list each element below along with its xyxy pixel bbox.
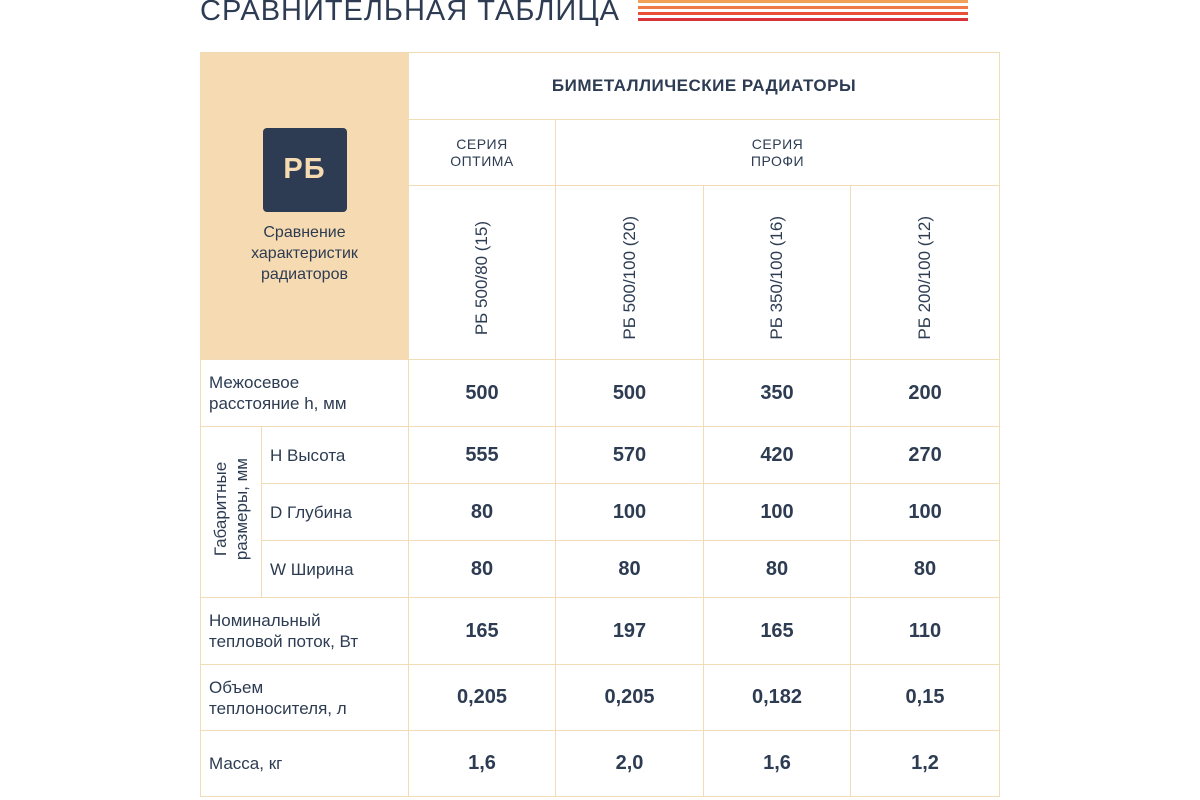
table-header-row <box>201 53 1000 120</box>
value-cell: 0,182 <box>704 665 851 731</box>
table-row-heat-flow <box>201 598 1000 665</box>
page-title: СРАВНИТЕЛЬНАЯ ТАБЛИЦА <box>200 0 621 27</box>
row-label-line: расстояние h, мм <box>209 394 347 413</box>
corner-description-line: характеристик <box>251 244 358 262</box>
value-cell: 0,205 <box>409 665 556 731</box>
value-cell: 100 <box>556 484 704 541</box>
dimensions-group-line: размеры, мм <box>232 458 251 561</box>
table-row-height <box>201 427 1000 484</box>
dimensions-group-label <box>201 427 262 598</box>
value-cell: 2,0 <box>556 731 704 797</box>
series-profi <box>556 120 1000 186</box>
model-name: РБ 350/100 (16) <box>767 216 786 340</box>
corner-description-line: Сравнение <box>263 223 346 241</box>
row-label <box>201 360 409 427</box>
series-line: СЕРИЯ <box>456 135 508 152</box>
model-cell <box>556 186 704 360</box>
value-cell: 100 <box>704 484 851 541</box>
dimensions-group-text <box>210 458 252 560</box>
value-cell: 570 <box>556 427 704 484</box>
rb-logo <box>263 128 347 212</box>
value-cell: 0,15 <box>851 665 1000 731</box>
value-cell: 165 <box>409 598 556 665</box>
value-cell: 0,205 <box>556 665 704 731</box>
row-label: D Глубина <box>262 484 409 541</box>
value-cell: 80 <box>851 541 1000 598</box>
value-cell: 1,6 <box>704 731 851 797</box>
table-row-coolant-volume <box>201 665 1000 731</box>
model-cell <box>851 186 1000 360</box>
decorative-stripes <box>638 0 968 22</box>
stripe <box>638 18 968 21</box>
value-cell: 1,6 <box>409 731 556 797</box>
value-cell: 200 <box>851 360 1000 427</box>
series-optima <box>409 120 556 186</box>
model-cell <box>409 186 556 360</box>
row-label <box>201 665 409 731</box>
table-row-width <box>201 541 1000 598</box>
value-cell: 350 <box>704 360 851 427</box>
row-label: H Высота <box>262 427 409 484</box>
value-cell: 80 <box>704 541 851 598</box>
logo-text: РБ <box>283 153 326 185</box>
row-label-line: Объем <box>209 677 264 697</box>
row-label: Масса, кг <box>201 731 409 797</box>
table-row-center-distance <box>201 360 1000 427</box>
value-cell: 197 <box>556 598 704 665</box>
table-row-mass <box>201 731 1000 797</box>
value-cell: 80 <box>556 541 704 598</box>
value-cell: 500 <box>409 360 556 427</box>
value-cell: 110 <box>851 598 1000 665</box>
stripe <box>638 6 968 9</box>
stripe <box>638 0 968 3</box>
row-label: W Ширина <box>262 541 409 598</box>
value-cell: 80 <box>409 484 556 541</box>
value-cell: 555 <box>409 427 556 484</box>
series-line: ПРОФИ <box>750 152 805 169</box>
dimensions-group-line: Габаритные <box>211 462 230 557</box>
comparison-table <box>200 52 1000 797</box>
row-label <box>201 598 409 665</box>
model-name: РБ 500/80 (15) <box>472 220 491 336</box>
value-cell: 1,2 <box>851 731 1000 797</box>
value-cell: 500 <box>556 360 704 427</box>
corner-description <box>201 222 408 285</box>
value-cell: 80 <box>409 541 556 598</box>
model-cell <box>704 186 851 360</box>
table-row-depth <box>201 484 1000 541</box>
row-label-line: Межосевое <box>209 373 300 392</box>
group-header: БИМЕТАЛЛИЧЕСКИЕ РАДИАТОРЫ <box>409 53 1000 120</box>
page-header <box>200 0 980 30</box>
value-cell: 420 <box>704 427 851 484</box>
corner-cell <box>201 53 409 360</box>
value-cell: 270 <box>851 427 1000 484</box>
series-line: СЕРИЯ <box>751 135 804 152</box>
model-name: РБ 200/100 (12) <box>915 216 935 340</box>
corner-description-line: радиаторов <box>261 265 348 283</box>
row-label-line: теплоносителя, л <box>209 698 347 718</box>
series-line: ОПТИМА <box>450 152 514 169</box>
value-cell: 165 <box>704 598 851 665</box>
model-name: РБ 500/100 (20) <box>619 216 639 340</box>
stripe <box>638 12 968 15</box>
row-label-line: Номинальный <box>209 611 321 630</box>
row-label-line: тепловой поток, Вт <box>209 632 359 651</box>
value-cell: 100 <box>851 484 1000 541</box>
